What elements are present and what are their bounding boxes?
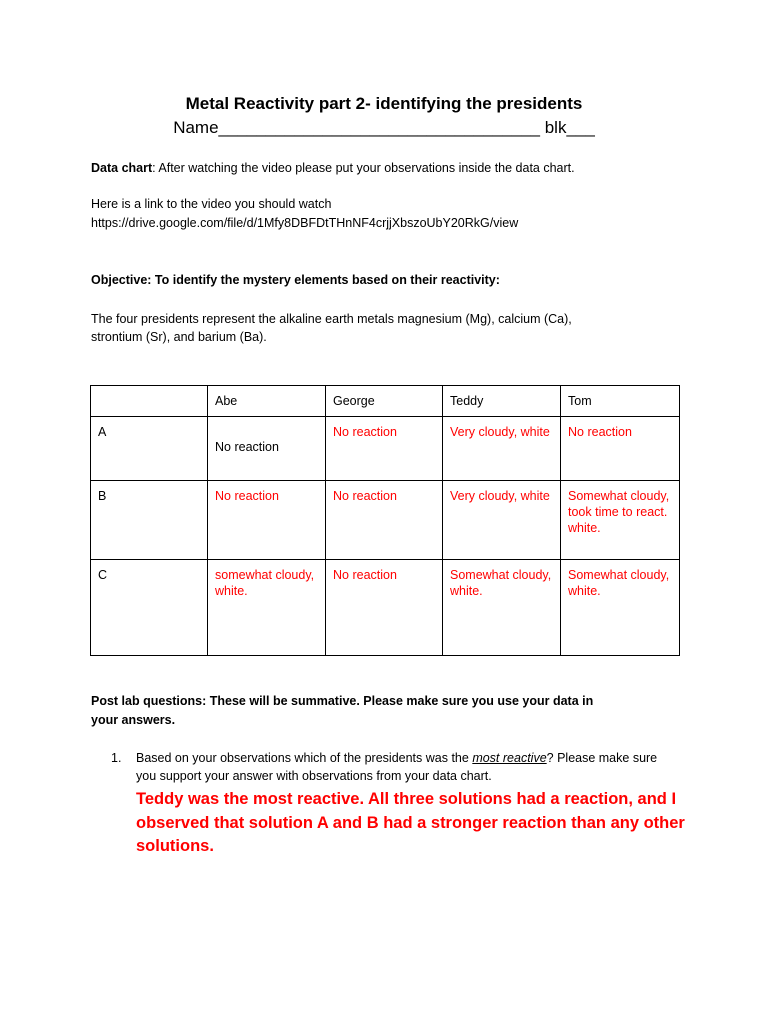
table-row <box>91 481 680 560</box>
objective-heading: Objective: To identify the mystery elements based on their reactivity: <box>91 273 500 287</box>
page-title: Metal Reactivity part 2- identifying the presidents <box>185 94 583 113</box>
table-cell: Somewhat cloudy, took time to react. white. <box>561 481 680 560</box>
table-cell: No reaction <box>326 417 443 481</box>
video-link[interactable]: https://drive.google.com/file/d/1Mfy8DBFDtTHnNF4crjjXbszoUbY20RkG/view <box>91 216 519 230</box>
table-cell: No reaction <box>326 481 443 560</box>
video-intro: Here is a link to the video you should watch <box>91 197 332 211</box>
header-cell-abe: Abe <box>208 386 326 417</box>
row-label-b: B <box>91 481 208 560</box>
header-cell-tom: Tom <box>561 386 680 417</box>
table-cell: Very cloudy, white <box>443 481 561 560</box>
table-cell: No reaction <box>326 560 443 656</box>
question-emphasis: most reactive <box>472 751 547 765</box>
data-chart-table <box>90 385 680 656</box>
table-cell: Somewhat cloudy, white. <box>443 560 561 656</box>
question-text-before: Based on your observations which of the presidents was the <box>136 751 473 765</box>
presidents-description-line2: strontium (Sr), and barium (Ba). <box>91 330 267 344</box>
student-answer: Teddy was the most reactive. All three solutions had a reaction, and I observed that solution A and B had a stronger reaction than any other solutions. <box>136 790 685 855</box>
question-number: 1. <box>111 751 122 765</box>
post-lab-heading-line1: Post lab questions: These will be summative. Please make sure you use your data in <box>91 694 594 708</box>
presidents-description-line1: The four presidents represent the alkaline earth metals magnesium (Mg), calcium (Ca), <box>91 312 572 326</box>
header-cell-george: George <box>326 386 443 417</box>
post-lab-heading-line2: your answers. <box>91 713 176 727</box>
cell-text: No reaction <box>215 440 279 454</box>
question-text-after: ? Please make sure you support your answer with observations from your data chart. <box>136 751 658 783</box>
table-cell: somewhat cloudy, white. <box>208 560 326 656</box>
header-cell-empty <box>91 386 208 417</box>
table-cell: Somewhat cloudy, white. <box>561 560 680 656</box>
table-cell: No reaction <box>208 481 326 560</box>
data-chart-text: : After watching the video please put your observations inside the data chart. <box>152 161 575 175</box>
row-label-c: C <box>91 560 208 656</box>
name-block-line: Name__________________________________ blk___ <box>173 118 595 137</box>
data-chart-label: Data chart <box>91 161 153 175</box>
table-cell <box>208 417 326 481</box>
row-label-a: A <box>91 417 208 481</box>
data-chart-instruction <box>91 159 691 177</box>
question-text <box>136 749 676 785</box>
table-cell: No reaction <box>561 417 680 481</box>
table-cell: Very cloudy, white <box>443 417 561 481</box>
table-row <box>91 560 680 656</box>
table-row <box>91 417 680 481</box>
table-header-row <box>91 386 680 417</box>
header-cell-teddy: Teddy <box>443 386 561 417</box>
